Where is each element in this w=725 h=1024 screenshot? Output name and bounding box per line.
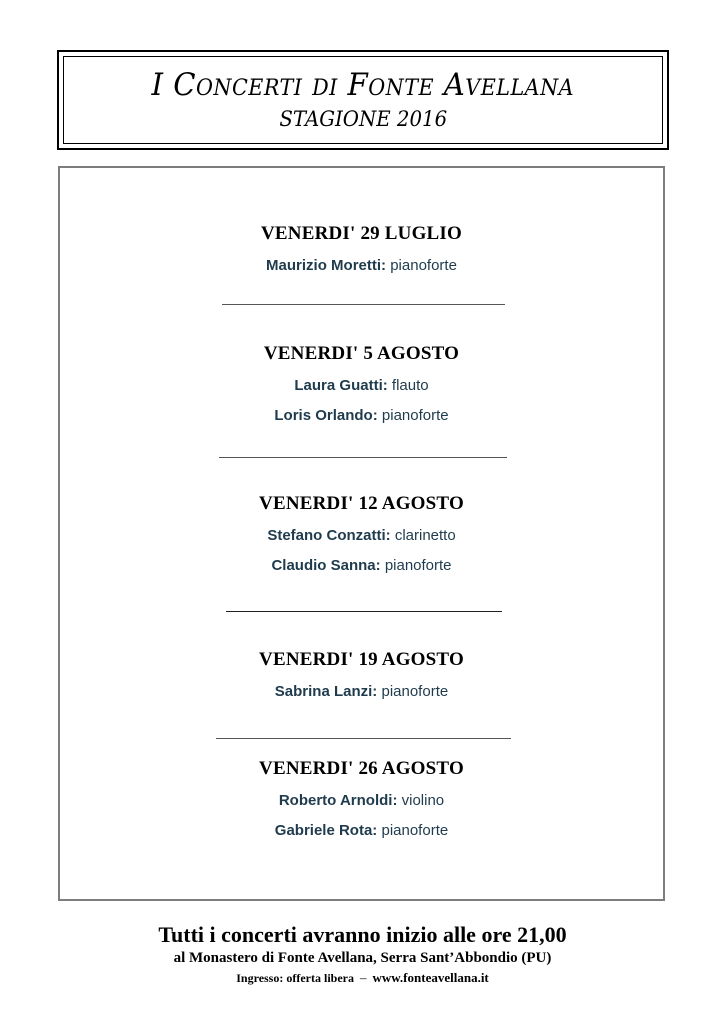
separator-line (219, 457, 507, 458)
performer-name: Stefano Conzatti: (267, 527, 391, 544)
concert-entry (60, 758, 663, 839)
title-box (57, 50, 669, 150)
performer-name: Laura Guatti: (294, 377, 388, 394)
performer-instrument: violino (401, 792, 445, 809)
entry-fee-text: Ingresso: offerta libera (236, 971, 354, 985)
performer-instrument: pianoforte (384, 557, 452, 574)
performer-instrument: pianoforte (381, 822, 449, 839)
concert-entry (60, 343, 663, 424)
dash-separator: – (359, 970, 367, 985)
performer-instrument: pianoforte (381, 407, 449, 424)
performer (60, 407, 663, 424)
season-subtitle: STAGIONE 2016 (279, 107, 447, 132)
performer-instrument: flauto (391, 377, 429, 394)
concert-date: VENERDI' 12 AGOSTO (259, 493, 464, 514)
performer-name: Gabriele Rota: (274, 822, 378, 839)
page-title: I Concerti di Fonte Avellana (151, 66, 575, 103)
performer (60, 377, 663, 394)
concert-entry (60, 493, 663, 574)
concert-date: VENERDI' 26 AGOSTO (259, 758, 464, 779)
performer-instrument: clarinetto (394, 527, 456, 544)
performer-name: Maurizio Moretti: (266, 257, 387, 274)
performer-name: Claudio Sanna: (271, 557, 381, 574)
concert-entry (60, 223, 663, 274)
title-inner-frame (63, 56, 663, 144)
footer (0, 922, 725, 986)
performer-name: Sabrina Lanzi: (274, 683, 378, 700)
performer-instrument: pianoforte (390, 257, 457, 274)
performer-name: Loris Orlando: (274, 407, 378, 424)
performer (60, 557, 663, 574)
concert-entry (60, 649, 663, 700)
start-time-notice: Tutti i concerti avranno inizio alle ore 21,00 (158, 922, 567, 947)
concert-program-box (58, 166, 665, 901)
performer (60, 822, 663, 839)
performer (60, 527, 663, 544)
performer-instrument: pianoforte (381, 683, 449, 700)
performer (60, 257, 663, 274)
concert-date: VENERDI' 29 LUGLIO (260, 223, 463, 244)
separator-line (216, 738, 511, 739)
separator-line (222, 304, 505, 305)
performer (60, 792, 663, 809)
venue-line: al Monastero di Fonte Avellana, Serra Sant’Abbondio (PU) (173, 950, 552, 966)
entry-info-line (0, 970, 725, 986)
separator-line (226, 611, 502, 612)
concert-date: VENERDI' 5 AGOSTO (263, 343, 460, 364)
concert-date: VENERDI' 19 AGOSTO (259, 649, 464, 670)
website-link[interactable]: www.fonteavellana.it (372, 970, 489, 985)
performer-name: Roberto Arnoldi: (278, 792, 398, 809)
performer (60, 683, 663, 700)
